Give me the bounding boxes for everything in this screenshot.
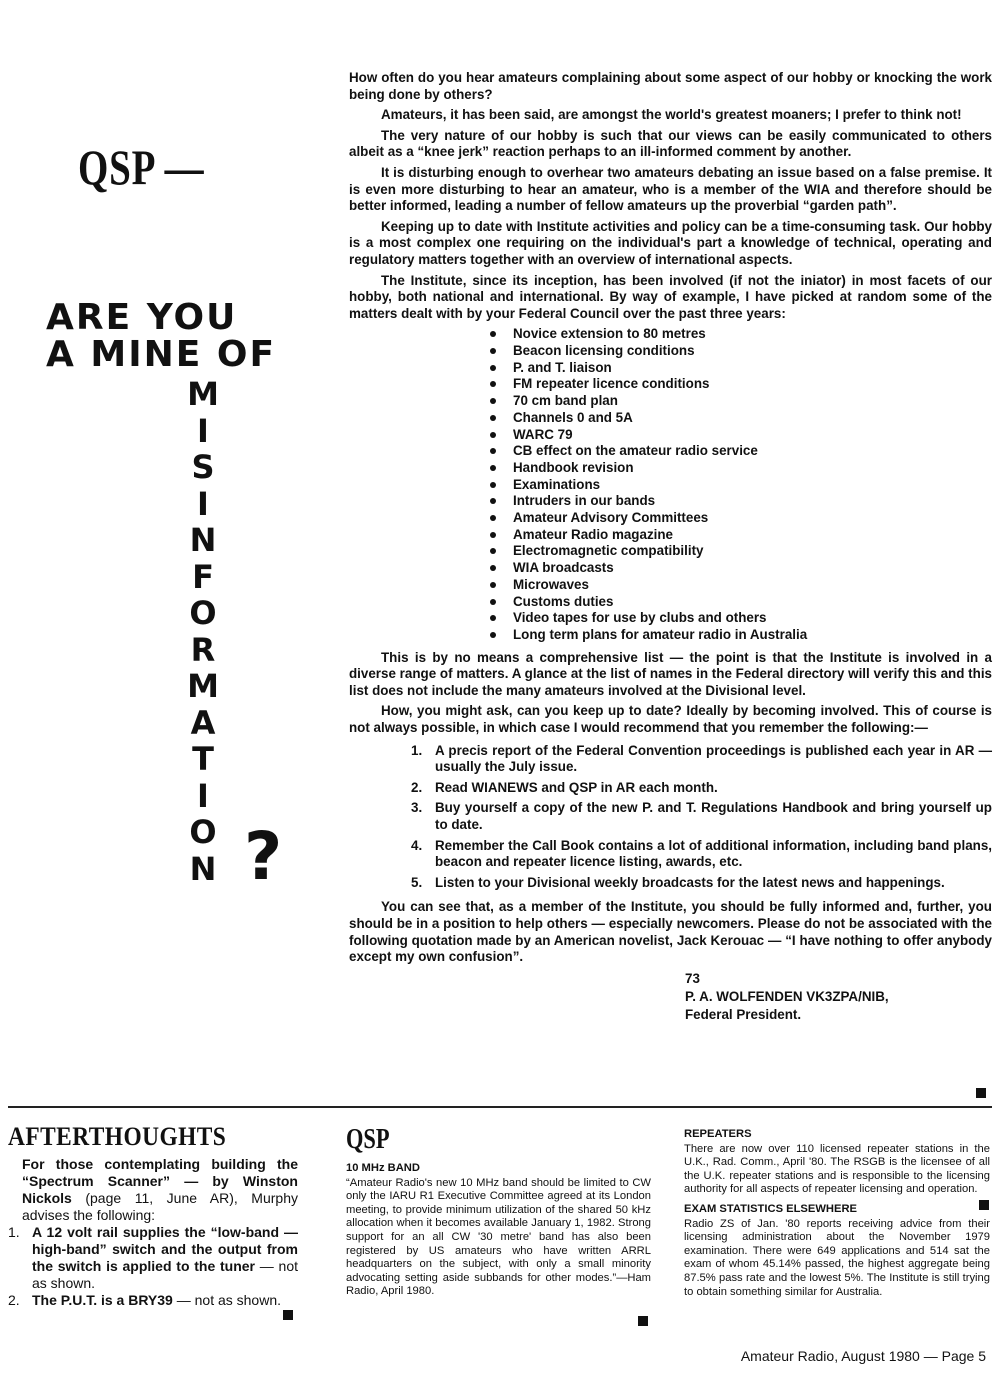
vertical-letter: I xyxy=(197,484,209,523)
qsp-text: “Amateur Radio's new 10 MHz band should be limited to CW only the IARU R1 Executive Committee agreed at its London meeting, to provide minimum utilization of the shared 50 kHz allocation when it becomes available January 1, 1982. Strong support for an all CW '30 metre' band has also been registered by US amateurs who have written ARRL headquarters on the subject, with only a small minority advocating setting aside subbands for other modes.”—Ham Radio, April 1980. xyxy=(346,1176,651,1298)
list-item xyxy=(411,743,992,776)
article-body xyxy=(349,70,992,1024)
article-paragraph: The very nature of our hobby is such that our views can be easily communicated to others albeit as a “knee jerk” reaction perhaps to an ill-informed comment by another. xyxy=(349,127,992,160)
exam-text: Radio ZS of Jan. '80 reports receiving advice from their licensing administration about the November 1979 examination. There were 649 applications and 514 sat the exam of whom 45.14% passed, the highest aggregate being 87.5% pass rate and the lowest 5%. The Institute is still trying to obtain something similar for Australia. xyxy=(684,1217,990,1298)
list-item: Customs duties xyxy=(487,594,992,611)
list-item xyxy=(8,1292,298,1309)
list-item: Electromagnetic compatibility xyxy=(487,543,992,560)
article-paragraph: Keeping up to date with Institute activities and policy can be a time-consuming task. Our hobby is a most complex one requiring on the individual's part a knowledge of technical, operating and regulatory matters together with an overview of international aspects. xyxy=(349,218,992,267)
signature-title: Federal President. xyxy=(685,1006,802,1022)
news-column xyxy=(684,1128,990,1305)
item-number: 3. xyxy=(411,800,423,816)
repeaters-item xyxy=(684,1128,990,1197)
end-mark-icon xyxy=(638,1316,648,1326)
item-number: 5. xyxy=(411,874,423,890)
vertical-letter: O xyxy=(189,594,217,632)
end-mark-icon xyxy=(976,1088,986,1098)
list-item xyxy=(411,800,992,833)
page-footer: Amateur Radio, August 1980 — Page 5 xyxy=(740,1348,986,1364)
item-text: — not as shown. xyxy=(32,1258,298,1291)
vertical-letter: A xyxy=(190,703,216,742)
qsp-column-title: QSP xyxy=(346,1124,390,1155)
vertical-misinformation xyxy=(178,375,228,889)
vertical-letter: O xyxy=(189,813,217,851)
list-item: Long term plans for amateur radio in Australia xyxy=(487,627,992,644)
afterthoughts-intro xyxy=(22,1156,298,1224)
list-item: Amateur Advisory Committees xyxy=(487,510,992,527)
list-item: WIA broadcasts xyxy=(487,560,992,577)
article-closing: You can see that, as a member of the Institute, you should be fully informed and, further, you should be in a position to help others — especially newcomers. Please do not be associated with the following quotation made by an American novelist, Jack Kerouac — “I have nothing to offer anybody except my own confusion”. xyxy=(349,899,992,965)
list-item: FM repeater licence conditions xyxy=(487,376,992,393)
qsp-subhead: 10 MHz BAND xyxy=(346,1162,420,1174)
article-paragraph: How, you might ask, can you keep up to date? Ideally by becoming involved. This of course is not always possible, in which case I would recommend that you remember the following:— xyxy=(349,703,992,736)
afterthoughts-intro-bold: For those contemplating building the “Spectrum Scanner” — by Winston Nickols xyxy=(22,1156,298,1206)
list-item: Channels 0 and 5A xyxy=(487,410,992,427)
vertical-letter: M xyxy=(187,667,219,705)
vertical-letter: F xyxy=(192,557,214,596)
afterthoughts-intro-rest: (page 11, June AR), Murphy advises the following: xyxy=(22,1190,298,1223)
item-text: Read WIANEWS and QSP in AR each month. xyxy=(435,779,718,795)
section-divider xyxy=(8,1106,992,1108)
article-paragraph: Amateurs, it has been said, are amongst the world's greatest moaners; I prefer to think not! xyxy=(381,107,962,123)
afterthoughts-list xyxy=(8,1224,298,1309)
list-item: Examinations xyxy=(487,477,992,494)
list-item: CB effect on the amateur radio service xyxy=(487,443,992,460)
list-item: Beacon licensing conditions xyxy=(487,343,992,360)
item-text-bold: The P.U.T. is a BRY39 xyxy=(32,1292,173,1308)
vertical-letter: S xyxy=(191,448,215,486)
article-paragraph: The Institute, since its inception, has been involved (if not the iniator) in most facets of our hobby, both national and international. By way of example, I have picked at random some of the matters dealt with by your Federal Council over the past three years: xyxy=(349,272,992,321)
item-text: A precis report of the Federal Convention proceedings is published each year in AR — usually the July issue. xyxy=(435,742,992,775)
repeaters-heading: REPEATERS xyxy=(684,1128,752,1140)
item-text: Remember the Call Book contains a lot of additional information, including band plans, beacon and repeater licence listing, awards, etc. xyxy=(435,837,992,870)
vertical-letter: M xyxy=(187,375,219,413)
signature-name: P. A. WOLFENDEN VK3ZPA/NIB, xyxy=(685,988,889,1004)
exam-heading: EXAM STATISTICS ELSEWHERE xyxy=(684,1202,858,1215)
item-text: — not as shown. xyxy=(172,1292,282,1308)
repeaters-text: There are now over 110 licensed repeater stations in the U.K., Rad. Comm., April '80. The RSGB is the licensee of all the U.K. repeater stations and is responsible to the licensing authority for all aspects of repeater licensing and operation. xyxy=(684,1142,990,1196)
list-item: Novice extension to 80 metres xyxy=(487,326,992,343)
list-item: Handbook revision xyxy=(487,460,992,477)
vertical-letter: R xyxy=(190,630,216,669)
headline-line-2: A MINE OF xyxy=(46,334,277,375)
recommendations-list xyxy=(349,743,992,892)
item-text: Buy yourself a copy of the new P. and T. Regulations Handbook and bring yourself up to date. xyxy=(435,800,992,833)
list-item: Microwaves xyxy=(487,577,992,594)
end-mark-icon xyxy=(979,1200,989,1210)
list-item: 70 cm band plan xyxy=(487,393,992,410)
list-item: Video tapes for use by clubs and others xyxy=(487,610,992,627)
list-item: Intruders in our bands xyxy=(487,493,992,510)
list-item xyxy=(411,838,992,871)
item-number: 2. xyxy=(411,779,423,795)
vertical-letter: I xyxy=(197,776,209,815)
list-item: WARC 79 xyxy=(487,427,992,444)
qsp-headline: QSP — xyxy=(78,139,205,195)
vertical-letter: T xyxy=(192,740,214,778)
item-number: 4. xyxy=(411,837,423,853)
exam-statistics-item xyxy=(684,1203,990,1299)
list-item xyxy=(411,875,992,892)
vertical-letter: N xyxy=(189,849,217,888)
list-item: Amateur Radio magazine xyxy=(487,527,992,544)
list-item: P. and T. liaison xyxy=(487,360,992,377)
article-paragraph: This is by no means a comprehensive list — the point is that the Institute is involved in a diverse range of matters. A glance at the list of names in the Federal directory will verify this and this list does not include the many amateurs involved at the Divisional level. xyxy=(349,649,992,698)
list-item xyxy=(411,780,992,797)
item-text: Listen to your Divisional weekly broadcasts for the latest news and happenings. xyxy=(435,874,945,890)
end-mark-icon xyxy=(283,1310,293,1320)
item-number: 1. xyxy=(8,1224,20,1240)
vertical-letter: N xyxy=(189,521,217,559)
list-item xyxy=(8,1224,298,1292)
article-paragraph: It is disturbing enough to overhear two amateurs debating an issue based on a false premise. It is even more disturbing to hear an amateur, who is a member of the WIA and therefore should be better informed, leading a number of fellow amateurs up the proverbial “garden path”. xyxy=(349,164,992,214)
signature-block xyxy=(685,970,992,1024)
article-paragraph: How often do you hear amateurs complaining about some aspect of our hobby or knocking the work being done by others? xyxy=(349,70,992,102)
item-number: 2. xyxy=(8,1292,20,1308)
item-text-bold: A 12 volt rail supplies the “low-band — high-band” switch and the output from the switch is applied to the tuner xyxy=(32,1224,298,1274)
headline-line-1: ARE YOU xyxy=(46,297,238,338)
matters-bullet-list xyxy=(349,326,992,643)
afterthoughts-title: AFTERTHOUGHTS xyxy=(8,1122,227,1151)
item-number: 1. xyxy=(411,742,423,758)
question-mark: ? xyxy=(244,818,283,895)
vertical-letter: I xyxy=(197,411,209,450)
afterthoughts-body xyxy=(8,1156,298,1309)
qsp-column-body xyxy=(346,1162,651,1299)
signature-73: 73 xyxy=(685,970,700,986)
